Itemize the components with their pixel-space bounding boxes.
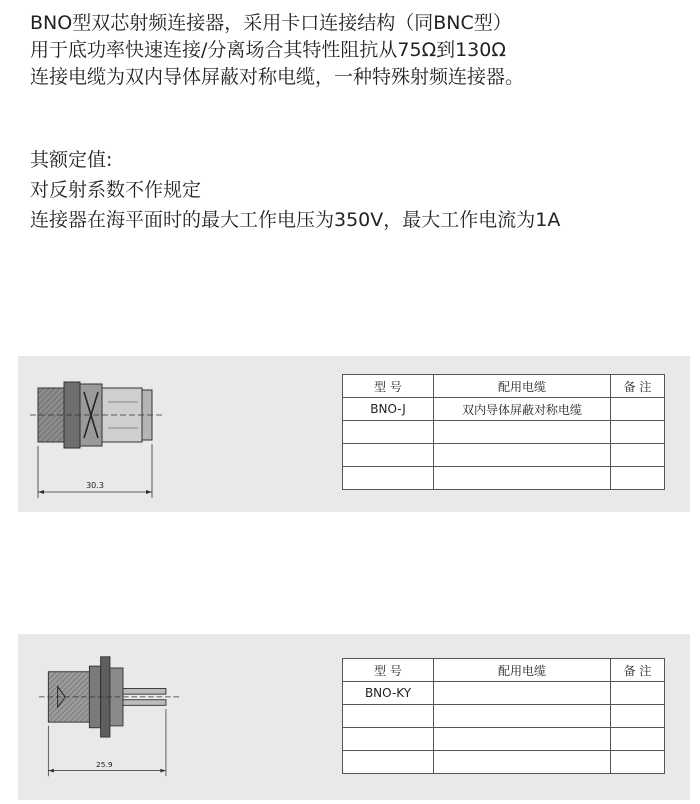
cell-model — [343, 728, 434, 751]
header-remarks: 备 注 — [611, 375, 665, 398]
header-model: 型 号 — [343, 375, 434, 398]
spec-table-plug — [342, 374, 665, 490]
table-row — [343, 682, 665, 705]
cell-cable — [434, 421, 611, 444]
table-row — [343, 751, 665, 774]
cell-remarks — [611, 444, 665, 467]
spec-table-jack — [342, 658, 665, 774]
table-row — [343, 421, 665, 444]
table-row — [343, 398, 665, 421]
cell-model — [343, 444, 434, 467]
table-row — [343, 444, 665, 467]
product-panel-plug — [18, 356, 690, 512]
table-row — [343, 705, 665, 728]
table-row — [343, 728, 665, 751]
cell-cable — [434, 728, 611, 751]
cell-cable — [434, 751, 611, 774]
cell-remarks — [611, 705, 665, 728]
header-cable: 配用电缆 — [434, 375, 611, 398]
header-remarks: 备 注 — [611, 659, 665, 682]
cell-model — [343, 421, 434, 444]
cell-cable — [434, 444, 611, 467]
product-panel-jack — [18, 634, 690, 800]
jack-dimension-label: 25.9 — [96, 759, 113, 769]
ratings-line-1: 对反射系数不作规定 — [30, 179, 202, 201]
cell-remarks — [611, 682, 665, 705]
table-row — [343, 467, 665, 490]
header-model: 型 号 — [343, 659, 434, 682]
ratings-line-2: 连接器在海平面时的最大工作电压为350V，最大工作电流为1A — [30, 209, 561, 231]
cell-model — [343, 467, 434, 490]
header-cable: 配用电缆 — [434, 659, 611, 682]
cell-cable — [434, 705, 611, 728]
intro-line-2: 用于底功率快速连接/分离场合其特性阻抗从75Ω到130Ω — [30, 39, 506, 61]
cell-remarks — [611, 728, 665, 751]
cell-remarks — [611, 398, 665, 421]
cell-cable — [434, 682, 611, 705]
ratings-heading: 其额定值: — [30, 149, 113, 171]
cell-model — [343, 705, 434, 728]
plug-connector-drawing — [24, 362, 194, 502]
cell-remarks — [611, 467, 665, 490]
cell-cable: 双内导体屏蔽对称电缆 — [434, 398, 611, 421]
intro-line-1: BNO型双芯射频连接器，采用卡口连接结构（同BNC型） — [30, 12, 512, 34]
plug-dimension-label: 30.3 — [86, 481, 104, 490]
intro-line-3: 连接电缆为双内导体屏蔽对称电缆，一种特殊射频连接器。 — [30, 66, 525, 88]
intro-text — [30, 10, 524, 91]
ratings-section — [30, 145, 560, 235]
cell-remarks — [611, 751, 665, 774]
jack-connector-drawing — [24, 640, 194, 780]
cell-model: BNO-J — [343, 398, 434, 421]
cell-remarks — [611, 421, 665, 444]
cell-model: BNO-KY — [343, 682, 434, 705]
cell-cable — [434, 467, 611, 490]
cell-model — [343, 751, 434, 774]
